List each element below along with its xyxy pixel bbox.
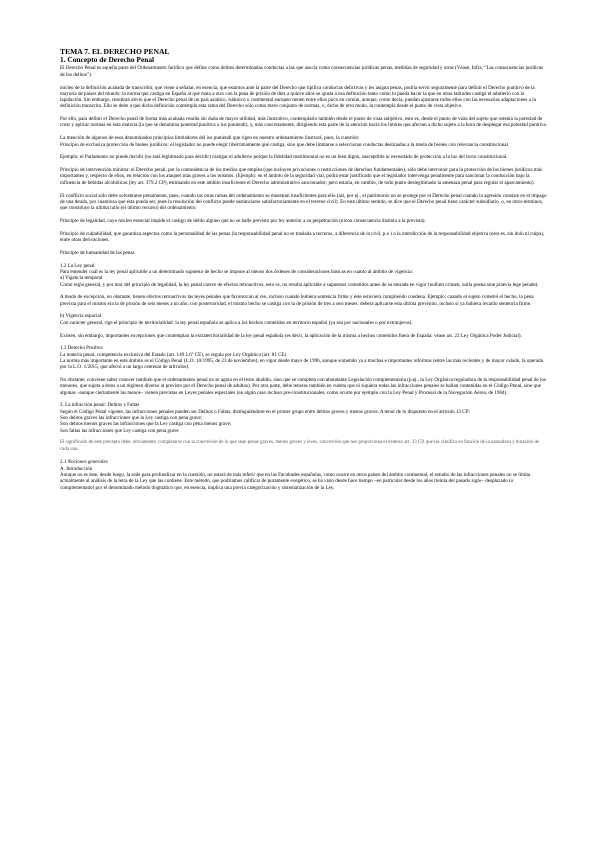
- paragraph-definition: El Derecho Penal es aquella parte del Ordenamiento Jurídico que define como delitos determinadas conductas a las que asocia como consecuencias jurídicas penas, medidas de seguridad y otras (Véase, Infra, “Las consecuencias jurídicas de los delitos”).: [60, 65, 544, 78]
- temporal-validity-heading: a) Vigencia temporal: [60, 275, 103, 282]
- paragraph-example-adultery: Ejemplo: el Parlamento no puede decidir (no está legitimado para decidir) castigar el adulterio porque la fidelidad matrimonial no es un bien digno, susceptible ni necesitado de protección a la luz del texto constitucional.: [60, 154, 508, 161]
- paragraph-objective-view: núcleo de la definición acabada de transcribir, que viene a señalar, en esencia, que estamos ante la parte del Derecho que tipifica conductas delictivas y les asigna penas, podría servir seguramente para definir el Derecho punitivo de la mayoría de países del mundo: la norma que castiga en España al que mata a otro con la pena de prisión de diez a quince años se ajusta a esa definición tanto como lo pueda hacer la que en otras latitudes castiga el adulterio con la lapidación. Sin embargo, resultará obvio que el Derecho penal de un país asiático, islámico o continental europeo tienen entre ellos poco en común, aunque, como decía, puedan ajustarse todos ellos con las necesarias adaptaciones a la definición transcrita. Ello se debe a que dicha definición contempla esta rama del Derecho sólo como mero conjunto de normas, o, dicho de otro modo, la contempla desde el punto de vista objetivo.: [60, 84, 536, 110]
- list-item-misdemeanors: Son faltas las infracciones que Ley castiga con pena grave: [60, 427, 179, 434]
- section-2-heading: 2. La infracción penal: Delitos y Faltas: [60, 402, 140, 409]
- spatial-validity-exception: Existen, sin embargo, importantes excepciones que contemplan la extraterritorialidad de la ley penal española (es decir, la aplicación de la misma a hechos cometidos fuera de España: véase art. 23 Ley Orgánica Poder Judicial).: [60, 332, 522, 339]
- paragraph-ultima-ratio: El conflicto social sólo debe solventarse penalmente, pues, cuando las otras ramas del ordenamiento se muestran insuficientes para ello (así, por ej., el patrimonio no se protege por el Derecho penal cuando la agresión consiste en el impago de una deuda, por cuantiosa que ésta pueda ser, pues la resolución del conflicto puede sustanciarse satisfactoriamente en el terreno civil). En este último sentido, se dice que el Derecho penal tiene carácter subsidiario, o, en otros términos, que constituye la ultima ratio (el último recurso) del ordenamiento.: [60, 192, 547, 212]
- spatial-validity-heading: b) Vigencia espacial: [60, 313, 102, 320]
- spatial-validity-text: Con carácter general, rige el principio de territorialidad: la ley penal española se aplica a los hechos cometidos en territorio español (ya sea por nacionales o por extranjeros).: [60, 319, 413, 326]
- introduction-subheading: A. Introducción: [60, 465, 93, 472]
- temporal-validity-exception: A modo de excepción, no obstante, tienen efectos retroactivos las leyes penales que favorezcan al reo, incluso cuando hubiera sentencia firme y éste estuviera cumpliendo condena. Ejemplo: cuando el sujeto cometió el hecho, la pena prevista para el mismo era la de prisión de seis meses a un año; con posterioridad, el mismo hecho se castiga con la de prisión de tres a seis meses: deberá aplicarse esta última previsión, incluso si ya hubiera recaído sentencia firme.: [60, 294, 534, 307]
- paragraph-principles-intro: La mención de algunos de esos denominados principios limitadores del ius puniendi que rigen en nuestro ordenamiento ilustrará, pues, la cuestión:: [60, 135, 360, 142]
- paragraph-subjective-view: Por ello, para definir el Derecho penal de forma más acabada resulta sin duda de mayor utilidad, más ilustrativo, contemplarlo también desde el punto de vista subjetivo, esto es, desde el punto de vista del sujeto que ostenta la potestad de crear y aplicar normas en esta materia (la que se denomina potestad punitiva o ius puniendi), y, más concretamente, dirigiendo esta parte de la atención hacia los límites que afectan a dicho sujeto a la hora de desplegar esa potestad punitiva.: [60, 116, 548, 129]
- section-2-note: El significado de este precepto debe, obviamente, completarse con la concreción de lo que sean penas graves, menos graves y leves, concreción que nos proporciona el extenso art. 33 CP, que las clasifica en función de la naturaleza y duración de cada una.: [60, 440, 539, 452]
- section-1-3-line-2: La norma más importante en este ámbito es el Código Penal (L.O. 10/1995, de 23 de noviembre), en vigor desde mayo de 1996, aunque sometido ya a muchas e importantes reformas (entre las más recientes y de mayor calado, la operada por la L.O. 1/2015, que afectó a un largo centenar de artículos).: [60, 357, 543, 371]
- document-page: [60, 48, 548, 497]
- section-2-intro: Según el Código Penal vigente, las infracciones penales pueden ser Delitos o Faltas, distinguiéndose en el primer grupo entre delitos graves y menos graves. A tenor de lo dispuesto en el artículo 13 CP:: [60, 408, 470, 415]
- section-2-1-number: 2.1: [60, 459, 67, 466]
- section-1-2-intro: Para entender cuál es la ley penal aplicable a un determinado supuesto de hecho se impone al menos dos órdenes de consideraciones básicas en cuanto al ámbito de vigencia:: [60, 268, 414, 275]
- temporal-validity-text: Como regla general, y por mor del principio de legalidad, la ley penal carece de efectos retroactivos, esto es, no resulta aplicable a supuestos cometidos antes de su entrada en vigor (nullum crimen, nulla poena sine praevia lege penale).: [60, 281, 539, 288]
- section-2-1-title: Nociones generales: [67, 459, 108, 466]
- introduction-text: Aunque no es éste, desde luego, la sede para profundizar en la cuestión, no estará de más referir que en las Facultades españolas, como ocurre en otros países del ámbito continental, el estudio de las infracciones penales no se limita actualmente al análisis de la letra de la Ley que las contiene. Este método, que podríamos calificar de puramente exegético, se ha visto desde hace tiempo –en particular desde los años treinta del pasado siglo– desplazado (o complementado) por el denominado método dogmático que, en esencia, implica una previa categorización y sistematización de la Ley.: [60, 472, 531, 491]
- section-1-2-heading: 1.2 La Ley penal: [60, 262, 95, 269]
- section-1-3-line-1: La materia penal, competencia exclusiva del Estado (art. 149.1.6º CE), se regula por Ley Orgánica (art. 81 CE): [60, 351, 287, 358]
- section-1-3-heading: 1.3 Derecho Positivo: [60, 345, 103, 352]
- list-item-less-grave-crimes: Son delitos menos graves las infracciones que la Ley castiga con pena menos grave;: [60, 421, 232, 428]
- document-title: TEMA 7. EL DERECHO PENAL: [60, 47, 170, 56]
- paragraph-legality-principle: Principio de legalidad, cuyo núcleo esencial impide el castigo de delito alguno que no se halle previsto por ley anterior a su perpetración (nicon consecuencia distinta a la prevista).: [60, 217, 426, 224]
- paragraph-minimal-intervention: Principio de intervención mínima: el Derecho penal, por la contundencia de los medios que emplea (que incluyen privaciones o restricciones de derechos fundamentales), sólo debe intervenir para la protección de los bienes jurídicos más importantes y, respecto de ellos, en relación con los ataques más graves a los mismos. (Ejemplo: en el ámbito de la seguridad vial, podrá estar justificado que el legislador intervenga penalmente para sancionar la conducción bajo la influencia de bebidas alcohólicas (ley art. 379.2 CP), estimando en este ámbito insuficiente el Derecho administrativo sancionador; pero estaría, en cambio, de todo punto deslegitimado la amenaza penal para regular el aparcamiento).: [60, 167, 542, 186]
- section-1-3-paragraph: No obstante, conviene saber conocer también que el ordenamiento penal no se agota en el texto aludido, sino que se completa con abundante Legislación complementaria (p.ej., la Ley Orgánica reguladora de la responsabilidad penal de los menores, que sujeta a éstos a un régimen diverso al previsto por el Derecho penal de adultos). Por otra parte, debe tenerse también en cuenta que ni siquiera todas las infracciones penales se hallan contenidas en el Código Penal, sino que algunas –aunque ciertamente las menos– vienen previstas en Leyes penales especiales (en algún caso incluso pre-constitucionales, como ocurre por ejemplo con la Ley Penal y Procesal de la Navegación Aérea, de 1964).: [60, 377, 546, 396]
- section-1-heading: 1. Concepto de Derecho Penal: [60, 55, 155, 65]
- paragraph-legal-goods-principle: Principio de exclusiva protección de bienes jurídicos: el legislador no puede elegir libérrimamente qué castiga, sino que debe limitarse a seleccionar conductas destinadas a la tutela de bienes con relevancia constitucional.: [60, 141, 510, 148]
- paragraph-humanity-principle: Principio de humanidad de las penas: [60, 249, 135, 256]
- list-item-grave-crimes: Son delitos graves las infracciones que la Ley castiga con pena grave;: [60, 414, 203, 421]
- paragraph-culpability-principle: Principio de culpabilidad, que garantiza aspectos como la personalidad de las penas (la responsabilidad penal no se traslada a terceros, a diferencia de la civil, p.e.) o la interdicción de la responsabilidad objetiva (esto es, sin dolo ni culpa), entre otras derivaciones.: [60, 230, 545, 244]
